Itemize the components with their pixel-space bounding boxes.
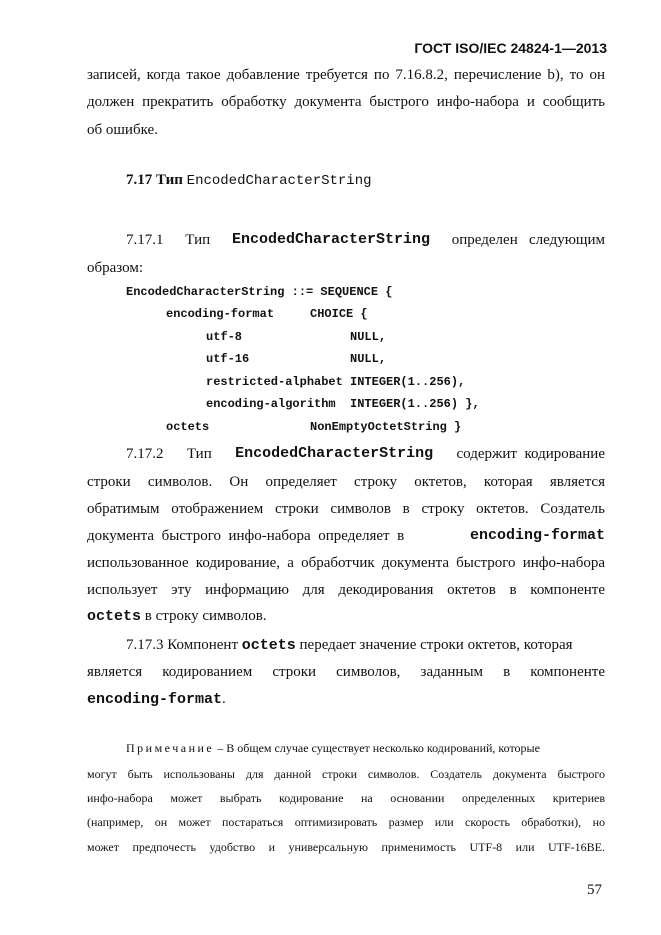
line-text: документа быстрого инфо-набора определяет в	[87, 528, 405, 544]
page-number: 57	[587, 882, 602, 898]
note-line: (например, он может постараться оптимизировать размер или скорость обработки), но	[87, 815, 605, 829]
code-term: encoding-format	[469, 527, 605, 544]
paragraph-line: является кодированием строки символов, заданным в компоненте	[87, 664, 605, 680]
paragraph-line: должен прекратить обработку документа быстрого инфо-набора и сообщить	[87, 94, 605, 110]
code-line: restricted-alphabet INTEGER(1..256),	[206, 375, 466, 389]
code-line: utf-8 NULL,	[206, 330, 387, 344]
clause-word: Тип	[185, 232, 211, 248]
clause-number-label: 7.17.3 Компонент	[126, 637, 239, 653]
paragraph-line: строки символов. Он определяет строку октетов, которая является	[87, 474, 605, 490]
paragraph-line: образом:	[87, 260, 144, 276]
document-header: ГОСТ ISO/IEC 24824-1—2013	[414, 40, 607, 56]
line-end: .	[222, 691, 226, 707]
clause-type-name: EncodedCharacterString	[231, 231, 430, 248]
section-heading	[126, 172, 372, 189]
paragraph-line: использует эту информацию для декодирования октетов в компоненте	[87, 582, 605, 598]
note-line	[126, 741, 605, 755]
code-term: octets	[87, 608, 142, 625]
code-line: encoding-algorithm INTEGER(1..256) },	[206, 397, 480, 411]
code-line: utf-16 NULL,	[206, 352, 387, 366]
clause-7-17-3-line	[126, 636, 605, 655]
clause-text: передает значение строки октетов, которая	[299, 637, 573, 653]
code-term: octets	[241, 637, 296, 654]
clause-7-17-2-line	[126, 445, 605, 463]
paragraph-line: обратимым отображением строки символов в строку октетов. Создатель	[87, 501, 605, 517]
code-term: encoding-format	[87, 691, 223, 708]
paragraph-line	[87, 527, 605, 545]
line-text: в строку символов.	[144, 608, 267, 624]
clause-rest: содержит кодирование	[456, 446, 605, 462]
note-line: может предпочесть удобство и универсальную применимость UTF-8 или UTF-16BE.	[87, 840, 605, 854]
clause-type-name: EncodedCharacterString	[235, 445, 434, 462]
paragraph-line: об ошибке.	[87, 122, 158, 138]
paragraph-line: записей, когда такое добавление требуется по 7.16.8.2, перечисление b), то он	[87, 67, 605, 83]
section-type-name: EncodedCharacterString	[186, 173, 372, 189]
clause-rest: определен следующим	[451, 232, 605, 248]
paragraph-line	[87, 607, 605, 626]
clause-word: Тип	[186, 446, 212, 462]
paragraph-line	[87, 690, 605, 709]
note-text: – В общем случае существует несколько кодирований, которые	[217, 741, 540, 755]
paragraph-line: использованное кодирование, а обработчик документа быстрого инфо-набора	[87, 555, 605, 571]
note-label: Примечание	[126, 741, 215, 755]
note-line: могут быть использованы для данной строки символов. Создатель документа быстрого	[87, 767, 605, 781]
clause-number: 7.17.2	[126, 446, 164, 462]
clause-number: 7.17.1	[126, 232, 164, 248]
clause-7-17-1-line	[126, 231, 605, 249]
section-number-title: 7.17 Тип	[126, 172, 183, 188]
code-line: encoding-format CHOICE {	[166, 307, 368, 321]
note-line: инфо-набора может выбрать кодирование на основании определенных критериев	[87, 791, 605, 805]
code-line: EncodedCharacterString ::= SEQUENCE {	[126, 285, 393, 299]
code-line: octets NonEmptyOctetString }	[166, 420, 462, 434]
